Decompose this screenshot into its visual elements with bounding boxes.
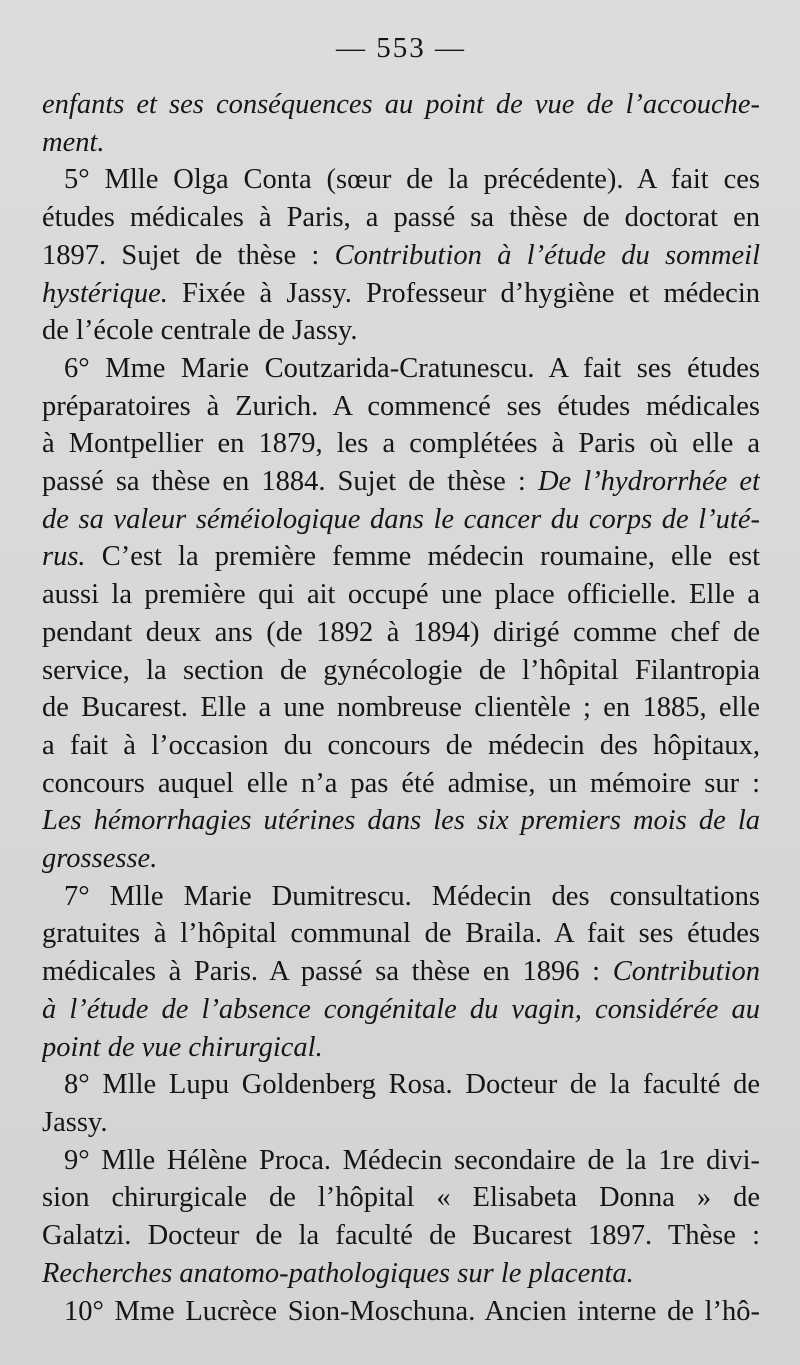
text-line [42,840,760,878]
text-segment: a fait à l’occasion du concours de médecin des hôpitaux, [42,729,760,761]
page-number: — 553 — [336,32,466,64]
italic-text: enfants et ses conséquences au point de vue de l’accouche- [42,89,760,120]
italic-text: grossesse. [42,843,158,875]
text-line [42,463,760,501]
text-segment: C’est la première femme médecin roumaine, elle est [85,541,760,573]
text-line [42,576,760,614]
text-line [42,312,760,350]
text-line [42,1179,760,1217]
italic-text: ment. [42,126,105,158]
text-line [42,614,760,652]
text-line [42,727,760,765]
italic-text: hystérique. [42,277,168,309]
text-segment: 1897. Sujet de thèse : [42,239,335,271]
text-segment: pendant deux ans (de 1892 à 1894) dirigé comme chef de [42,616,760,648]
italic-text: De l’hydrorrhée et [537,466,760,498]
text-line [42,765,760,803]
text-segment: préparatoires à Zurich. A commencé ses études médicales [42,390,760,422]
text-line [42,86,760,124]
text-line [42,1104,760,1142]
text-line [42,425,760,463]
italic-text: Les hémorrhagies utérines dans les six premiers mois de la [42,805,760,837]
text-line [42,124,760,162]
text-segment: 8° Mlle Lupu Goldenberg Rosa. Docteur de la faculté de [64,1069,760,1101]
text-segment: passé sa thèse en 1884. Sujet de thèse : [42,466,538,498]
text-segment: gratuites à l’hôpital communal de Braila. A fait ses études [42,918,760,950]
text-line [42,991,760,1029]
text-segment: Galatzi. Docteur de la faculté de Bucarest 1897. Thèse : [42,1220,760,1252]
text-segment: 10° Mme Lucrèce Sion-Moschuna. Ancien interne de l’hô- [64,1295,760,1327]
text-segment: de l’école centrale de Jassy. [42,315,358,347]
text-line [42,1142,760,1180]
text-line [42,199,760,237]
text-segment: aussi la première qui ait occupé une place officielle. Elle a [42,579,760,611]
text-line [42,878,760,916]
text-segment: à Montpellier en 1879, les a complétées à Paris où elle a [42,428,760,460]
text-line [42,1066,760,1104]
italic-text: Recherches anatomo-pathologiques sur le placenta. [42,1257,634,1289]
text-line [42,350,760,388]
italic-text: de sa valeur séméiologique dans le cancer du corps de l’uté- [42,503,760,535]
text-segment: Fixée à Jassy. Professeur d’hygiène et médecin [167,277,760,309]
text-segment: Jassy. [42,1106,108,1138]
text-line [42,161,760,199]
text-line [42,501,760,539]
text-line [42,237,760,275]
text-segment: 6° Mme Marie Coutzarida-Cratunescu. A fait ses études [64,352,760,384]
text-segment: études médicales à Paris, a passé sa thèse de doctorat en [42,202,760,234]
text-segment: service, la section de gynécologie de l’hôpital Filantropia [42,654,760,686]
italic-text: Contribution à l’étude du sommeil [334,239,760,271]
italic-text: point de vue chirurgical. [42,1031,323,1063]
text-segment: 9° Mlle Hélène Proca. Médecin secondaire de la 1re divi- [64,1144,760,1176]
italic-text: à l’étude de l’absence congénitale du vagin, considérée au [42,993,760,1025]
text-segment: sion chirurgicale de l’hôpital « Elisabeta Donna » de [42,1182,760,1214]
text-segment: de Bucarest. Elle a une nombreuse clientèle ; en 1885, elle [42,692,760,724]
text-segment: médicales à Paris. A passé sa thèse en 1896 : [42,956,613,988]
text-line [42,1293,760,1331]
body-text [42,86,760,1330]
text-line [42,802,760,840]
text-line [42,275,760,313]
text-segment: concours auquel elle n’a pas été admise, un mémoire sur : [42,767,760,799]
text-line [42,1255,760,1293]
text-segment: 7° Mlle Marie Dumitrescu. Médecin des consultations [64,880,760,912]
text-line [42,388,760,426]
text-line [42,689,760,727]
italic-text: rus. [42,541,86,573]
text-line [42,652,760,690]
text-line [42,1029,760,1067]
text-line [42,1217,760,1255]
text-line [42,538,760,576]
text-segment: 5° Mlle Olga Conta (sœur de la précédente). A fait ces [64,164,760,196]
text-line [42,953,760,991]
text-line [42,915,760,953]
italic-text: Contribution [612,956,760,988]
